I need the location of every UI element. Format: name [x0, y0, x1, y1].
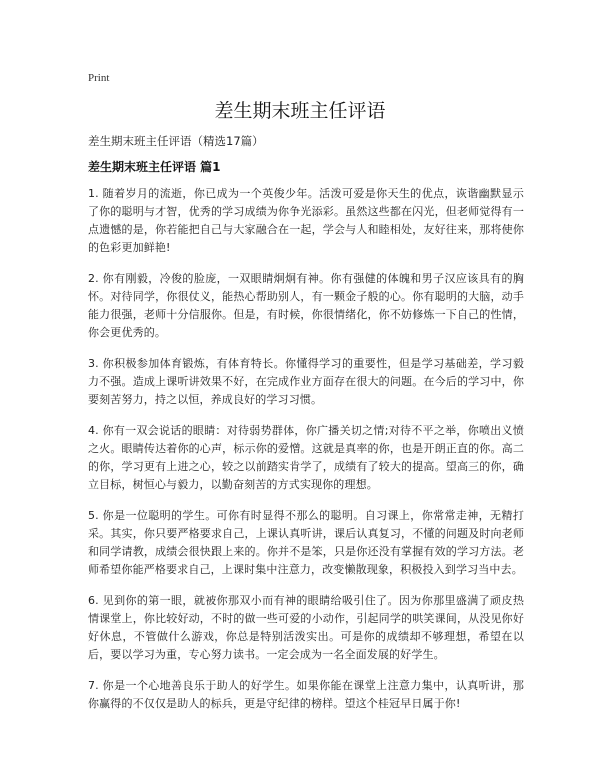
comment-paragraph-2: 2. 你有刚毅，冷俊的脸庞，一双眼睛炯炯有神。你有强健的体魄和男子汉应该具有的胸怀。对待同学，你很仗义，能热心帮助别人，有一颗金子般的心。你有聪明的大脑，动手能力很强，老师十分信服你。但是，有时候，你很情绪化，你不妨修炼一下自己的性情，你会更优秀的。: [88, 272, 524, 339]
page-title: 差生期末班主任评语: [214, 100, 386, 122]
comment-paragraph-4: 4. 你有一双会说话的眼睛：对待弱势群体，你广播关切之情;对待不平之举，你喷出义愤之火。眼睛传达着你的心声，标示你的爱憎。这就是真率的你，也是开朗正直的你。高二的你，学习更有上进之心，较之以前踏实肯学了，成绩有了较大的提高。望高三的你，确立目标，树恒心与毅力，以勤奋刻苦的方式实现你的理想。: [88, 424, 524, 491]
comment-paragraph-6: 6. 见到你的第一眼，就被你那双小而有神的眼睛给吸引住了。因为你那里盛满了顽皮热情课堂上，你比较好动，不时的做一些可爱的小动作，引起同学的哄笑课间，从没见你好好休息，不管做什么游戏，你总是特别活泼实出。可是你的成绩却不够理想，希望在以后，要以学习为重，专心努力读书。一定会成为一名全面发展的好学生。: [88, 594, 524, 661]
comment-list: [88, 185, 524, 726]
document-subtitle: 差生期末班主任评语（精选17篇）: [88, 134, 264, 148]
comment-paragraph-7: 7. 你是一个心地善良乐于助人的好学生。如果你能在课堂上注意力集中，认真听讲，那你赢得的不仅仅是助人的标兵，更是守纪律的榜样。望这个桂冠早日属于你!: [88, 679, 524, 710]
comment-paragraph-5: 5. 你是一位聪明的学生。可你有时显得不那么的聪明。自习课上，你常常走神，无精打采。其实，你只要严格要求自己，上课认真听讲，课后认真复习，不懂的问题及时向老师和同学请教，成绩会很快跟上来的。你并不是笨，只是你还没有掌握有效的学习方法。老师希望你能严格要求自己，上课时集中注意力，改变懒散现象，积极投入到学习当中去。: [88, 509, 524, 576]
print-label: Print: [88, 72, 110, 84]
section-heading: 差生期末班主任评语 篇1: [88, 160, 221, 174]
comment-paragraph-3: 3. 你积极参加体育锻炼，有体育特长。你懂得学习的重要性，但是学习基础差，学习毅力不强。造成上课听讲效果不好，在完成作业方面存在很大的问题。在今后的学习中，你要刻苦努力，持之以恒，养成良好的学习习惯。: [88, 357, 524, 406]
comment-paragraph-1: 1. 随着岁月的流逝，你已成为一个英俊少年。活泼可爱是你天生的优点，诙谐幽默显示了你的聪明与才智，优秀的学习成绩为你争光添彩。虽然这些都在闪光，但老师觉得有一点遗憾的是，你若能把自己与大家融合在一起，学会与人和睦相处，友好往来，那将使你的色彩更加鲜艳!: [88, 187, 524, 254]
